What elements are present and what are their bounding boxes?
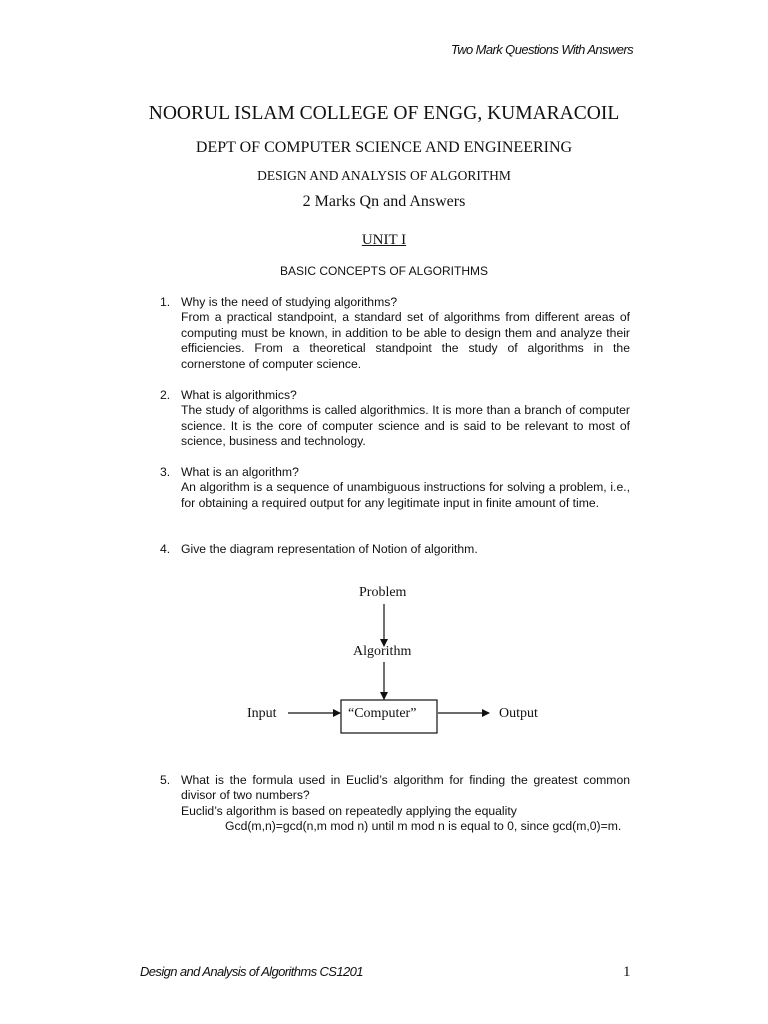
question-text: What is algorithmics? [181, 388, 297, 402]
answer-text: Euclid’s algorithm is based on repeatedly applying the equality [181, 803, 517, 818]
page-number: 1 [623, 964, 631, 980]
department-title: DEPT OF COMPUTER SCIENCE AND ENGINEERING [195, 139, 573, 156]
question-number: 1. [160, 295, 171, 309]
question-item-4 [160, 542, 630, 557]
question-text: Give the diagram representation of Notion of algorithm. [181, 542, 478, 556]
answer-text: From a practical standpoint, a standard set of algorithms from different areas of computing must be known, in addition to be able to design them and analyze their efficiencies. From a theoretical standpoint the study of algorithms in the cornerstone of computer science. [181, 310, 630, 371]
diagram-computer-label: “Computer” [348, 706, 417, 721]
running-header: Two Mark Questions With Answers [450, 42, 633, 57]
unit-heading [0, 232, 768, 249]
question-item-2 [160, 388, 630, 450]
diagram-arrows [0, 578, 768, 748]
question-number: 2. [160, 388, 171, 402]
document-type-title: 2 Marks Qn and Answers [302, 193, 466, 210]
question-text: What is an algorithm? [181, 465, 299, 479]
diagram-output-label: Output [499, 706, 538, 721]
unit-label: UNIT I [361, 232, 407, 248]
question-number: 3. [160, 465, 171, 479]
question-item-3 [160, 465, 630, 511]
question-item-5 [160, 773, 630, 835]
section-heading: BASIC CONCEPTS OF ALGORITHMS [279, 264, 489, 278]
college-title: NOORUL ISLAM COLLEGE OF ENGG, KUMARACOIL [148, 103, 620, 124]
algorithm-notion-diagram [0, 578, 768, 748]
question-text: Why is the need of studying algorithms? [181, 295, 398, 309]
question-number: 5. [160, 773, 171, 787]
question-number: 4. [160, 542, 171, 556]
answer-text: The study of algorithms is called algorithmics. It is more than a branch of computer science. It is the core of computer science and is said to be relevant to most of science, business and technology. [181, 403, 630, 449]
formula-text: Gcd(m,n)=gcd(n,m mod n) until m mod n is equal to 0, since gcd(m,0)=m. [225, 819, 622, 834]
diagram-problem-label: Problem [359, 585, 407, 600]
diagram-input-label: Input [247, 706, 277, 721]
subject-title: DESIGN AND ANALYSIS OF ALGORITHM [257, 168, 511, 183]
footer-course-title: Design and Analysis of Algorithms CS1201 [140, 964, 363, 979]
question-item-1 [160, 295, 630, 372]
diagram-algorithm-label: Algorithm [353, 644, 412, 659]
answer-text: An algorithm is a sequence of unambiguous instructions for solving a problem, i.e., for obtaining a required output for any legitimate input in finite amount of time. [181, 480, 630, 510]
question-text: What is the formula used in Euclid’s algorithm for finding the greatest common divisor of two numbers? [181, 773, 630, 803]
